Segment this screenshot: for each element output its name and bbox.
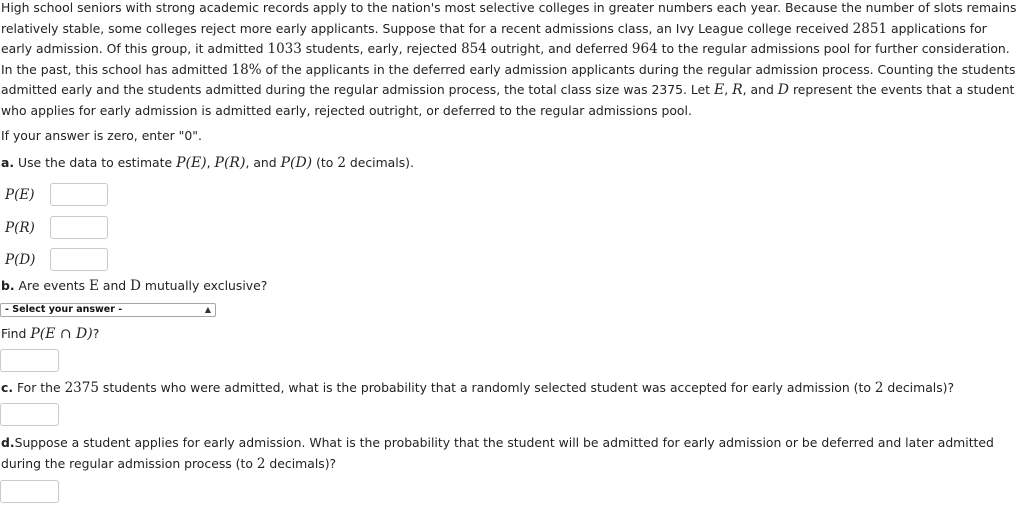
zero-note: If your answer is zero, enter "0". bbox=[1, 128, 202, 143]
answer-pr-input[interactable] bbox=[50, 216, 108, 239]
problem-intro: High school seniors with strong academic records apply to the nation's most selective colleges in greater numbers each year. Because the number of slots remains relatively stable, some colleges reject more early applicants. Suppose that for a recent admissions class, an Ivy League college received 2851 applications for early admission. Of this group, it admitted 1033 students, early, rejected 854 outright, and deferred 964 to the regular admissions pool for further consideration. In the past, this school has admitted 18% of the applicants in the deferred early admission applicants during the regular admission process. Counting the students admitted early and the students admitted during the regular admission process, the total class size was 2375. Let E, R, and D represent the events that a student who applies for early admission is admitted early, rejected outright, or deferred to the regular admissions pool. bbox=[1, 0, 1017, 118]
part-d-question: d.Suppose a student applies for early admission. What is the probability that the student will be admitted for early admission or be deferred and later admitted during the regular admission process (to 2 decimals)? bbox=[1, 435, 994, 472]
applications-count: 2851 bbox=[852, 20, 888, 37]
part-b-question: b. Are events E and D mutually exclusive? bbox=[1, 278, 268, 294]
label-pd: P(D) bbox=[5, 252, 36, 268]
answer-pd-input[interactable] bbox=[50, 248, 108, 271]
rejected-count: 854 bbox=[461, 41, 487, 57]
answer-c-input[interactable] bbox=[0, 403, 59, 426]
answer-pe-input[interactable] bbox=[50, 183, 108, 206]
mutually-exclusive-select[interactable]: - Select your answer - ▲︎ bbox=[0, 303, 216, 317]
deferred-count: 964 bbox=[631, 41, 658, 57]
admit-percent: 18% bbox=[231, 61, 262, 78]
select-updown-icon: ▲︎ bbox=[204, 305, 211, 314]
part-c-question: c. For the 2375 students who were admitted, what is the probability that a randomly selected student was accepted for early admission (to 2 decimals)? bbox=[1, 380, 955, 396]
find-intersection: Find P(E ∩ D)? bbox=[1, 326, 100, 342]
admitted-count: 1033 bbox=[267, 41, 302, 57]
answer-intersection-input[interactable] bbox=[0, 349, 59, 372]
part-a-question: a. Use the data to estimate P(E), P(R), and P(D) (to 2 decimals). bbox=[1, 155, 414, 171]
answer-d-input[interactable] bbox=[0, 480, 59, 503]
label-pr: P(R) bbox=[5, 220, 35, 236]
label-pe: P(E) bbox=[5, 187, 35, 203]
